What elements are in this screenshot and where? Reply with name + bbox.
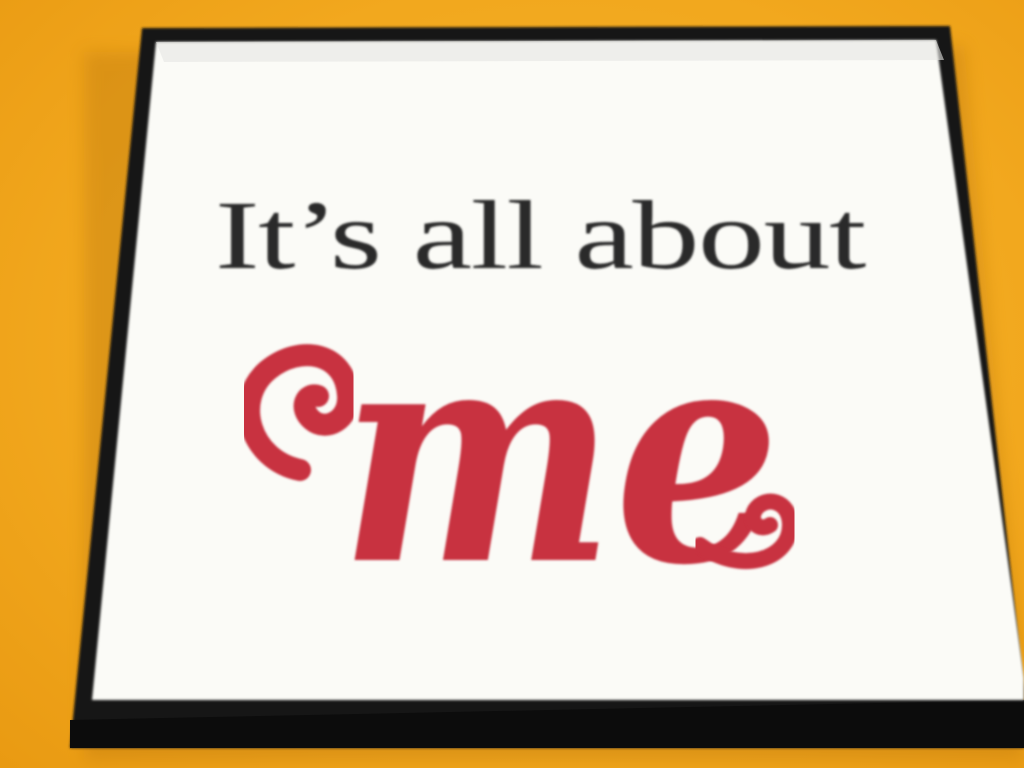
sign-line-1: It’s all about <box>215 182 867 290</box>
mat-top-shade <box>156 40 944 62</box>
sign-line-2: me <box>340 278 780 631</box>
